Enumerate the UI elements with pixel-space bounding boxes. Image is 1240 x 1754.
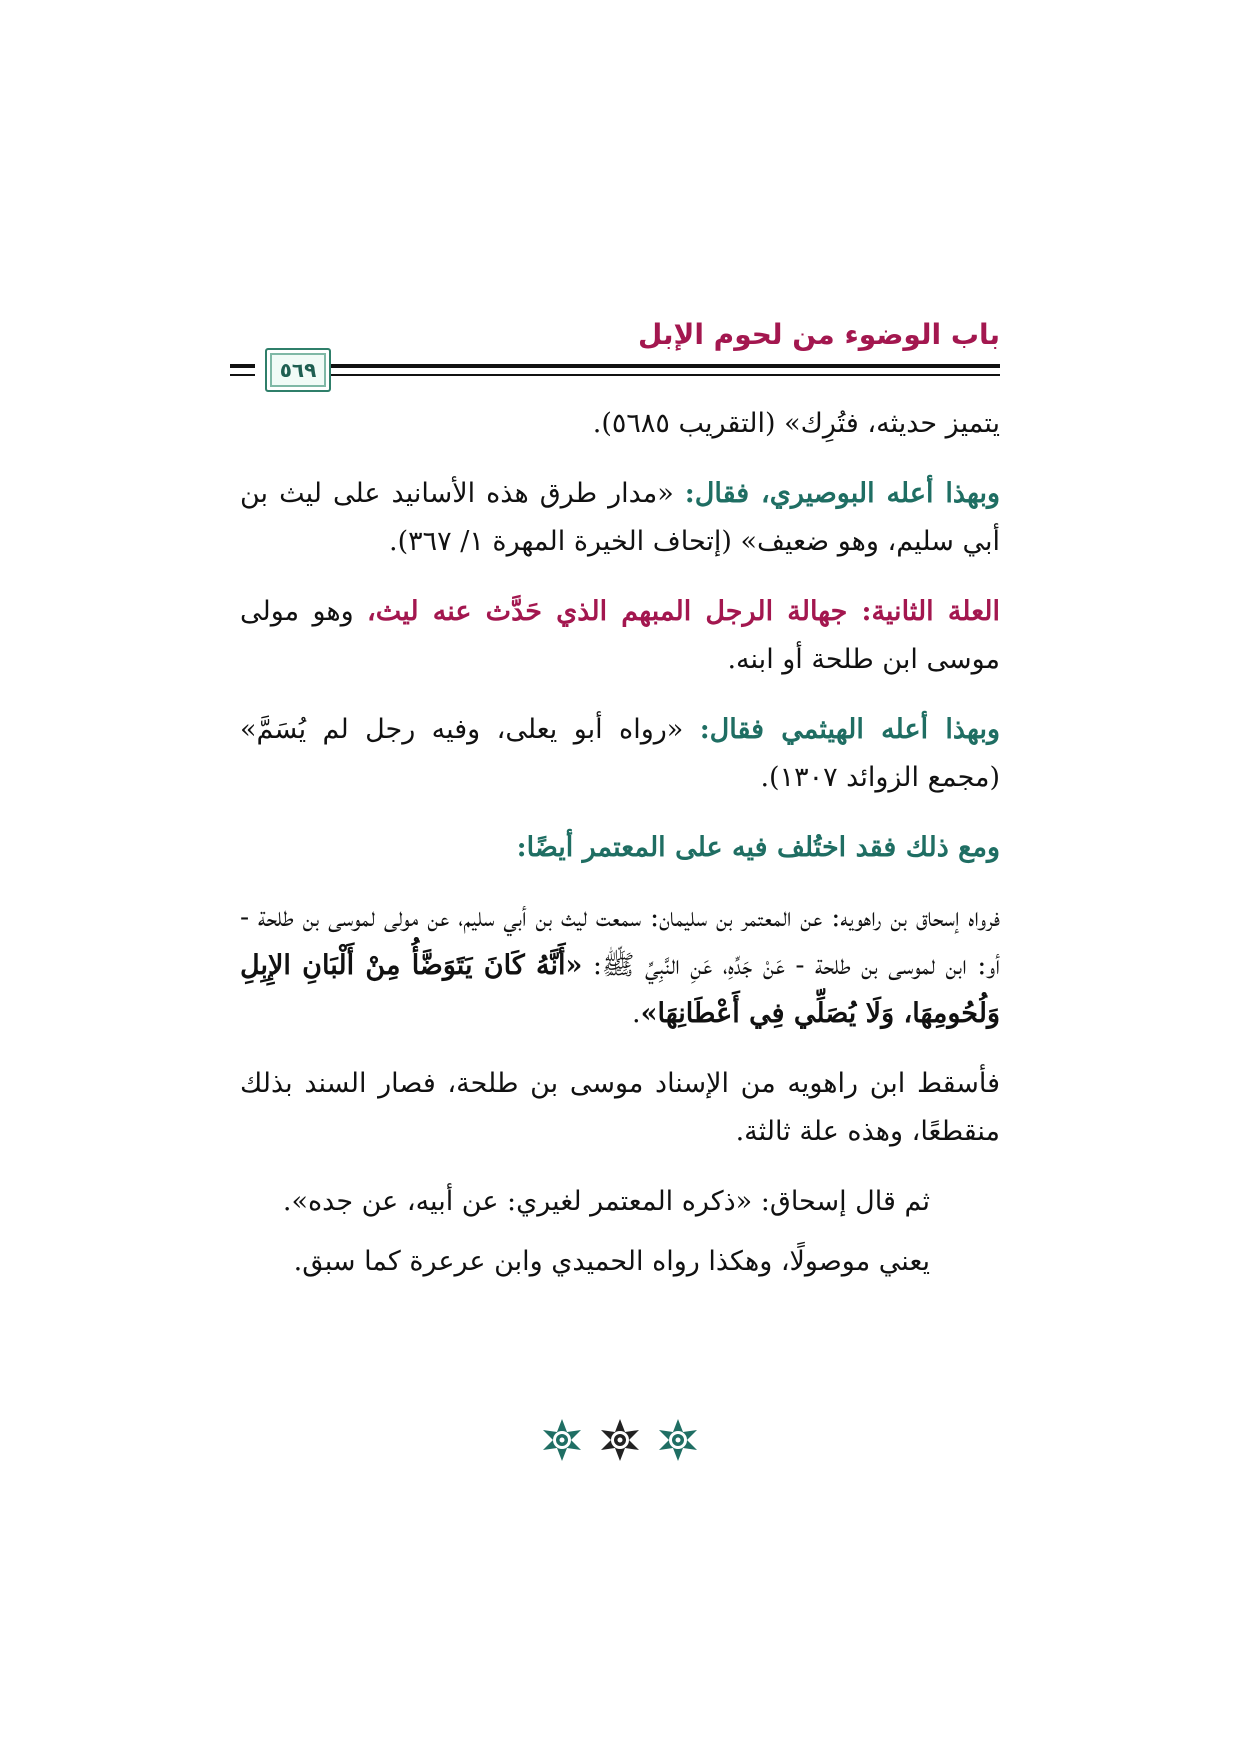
header-rule-left	[230, 364, 255, 368]
paragraph-3	[240, 588, 1000, 684]
paragraph-3-lead: العلة الثانية: جهالة الرجل المبهم الذي حَدَّث عنه ليث،	[367, 596, 1000, 627]
header-rule-left-thin	[230, 374, 255, 376]
paragraph-7-text: فأسقط ابن راهويه من الإسناد موسى بن طلحة، فصار السند بذلك منقطعًا، وهذه علة ثالثة.	[240, 1068, 1000, 1147]
paragraph-9	[240, 1238, 1000, 1286]
header-rule-thin	[310, 374, 1000, 376]
hadith-text: «أَنَّهُ كَانَ يَتَوَضَّأُ مِنْ أَلْبَانِ الإِبِلِ وَلُحُومِهَا، وَلَا يُصَلِّي فِي أَعْطَانِهَا»	[240, 950, 1000, 1029]
floral-star-icon	[540, 1418, 584, 1462]
section-subheading	[240, 824, 1000, 872]
floral-star-icon	[598, 1418, 642, 1462]
page-number: ٥٦٩	[279, 358, 317, 382]
paragraph-4	[240, 706, 1000, 802]
paragraph-2	[240, 470, 1000, 566]
paragraph-4-text: «رواه أبو يعلى، وفيه رجل لم يُسَمَّ» (مجمع الزوائد ١٣٠٧).	[240, 714, 1000, 793]
paragraph-7	[240, 1060, 1000, 1156]
paragraph-3-text: وهو مولى موسى ابن طلحة أو ابنه.	[240, 596, 1000, 675]
paragraph-6-text: فرواه إسحاق بن راهويه: عن المعتمر بن سليمان: سمعت ليث بن أبي سليم، عن مولى لموسى بن طلحة - أو: ابن لموسى بن طلحة - عَنْ جَدِّهِ، عَنِ النَّبِيِّ ﷺ:	[240, 902, 1000, 981]
chapter-title: باب الوضوء من لحوم الإبل	[637, 318, 1000, 351]
paragraph-4-lead: وبهذا أعله الهيثمي فقال:	[699, 714, 1000, 745]
section-end-ornaments	[0, 1418, 1240, 1462]
page-number-badge	[265, 348, 331, 392]
page-body	[240, 400, 1000, 1298]
paragraph-2-lead: وبهذا أعله البوصيري، فقال:	[684, 478, 1000, 509]
paragraph-6-end: .	[632, 998, 641, 1029]
header-rule	[310, 364, 1000, 368]
paragraph-1	[240, 400, 1000, 448]
paragraph-8-text: ثم قال إسحاق: «ذكره المعتمر لغيري: عن أبيه، عن جده».	[282, 1186, 930, 1217]
paragraph-9-text: يعني موصولًا، وهكذا رواه الحميدي وابن عرعرة كما سبق.	[293, 1246, 930, 1277]
paragraph-8	[240, 1178, 1000, 1226]
paragraph-1-text: يتميز حديثه، فتُرِك» (التقريب ٥٦٨٥).	[592, 408, 1000, 439]
page-header	[230, 318, 1000, 388]
floral-star-icon	[656, 1418, 700, 1462]
paragraph-2-text: «مدار طرق هذه الأسانيد على ليث بن أبي سليم، وهو ضعيف» (إتحاف الخيرة المهرة ١/ ٣٦٧).	[240, 478, 1000, 557]
paragraph-6	[240, 894, 1000, 1038]
subheading-text: ومع ذلك فقد اختُلف فيه على المعتمر أيضًا:	[516, 832, 1000, 863]
